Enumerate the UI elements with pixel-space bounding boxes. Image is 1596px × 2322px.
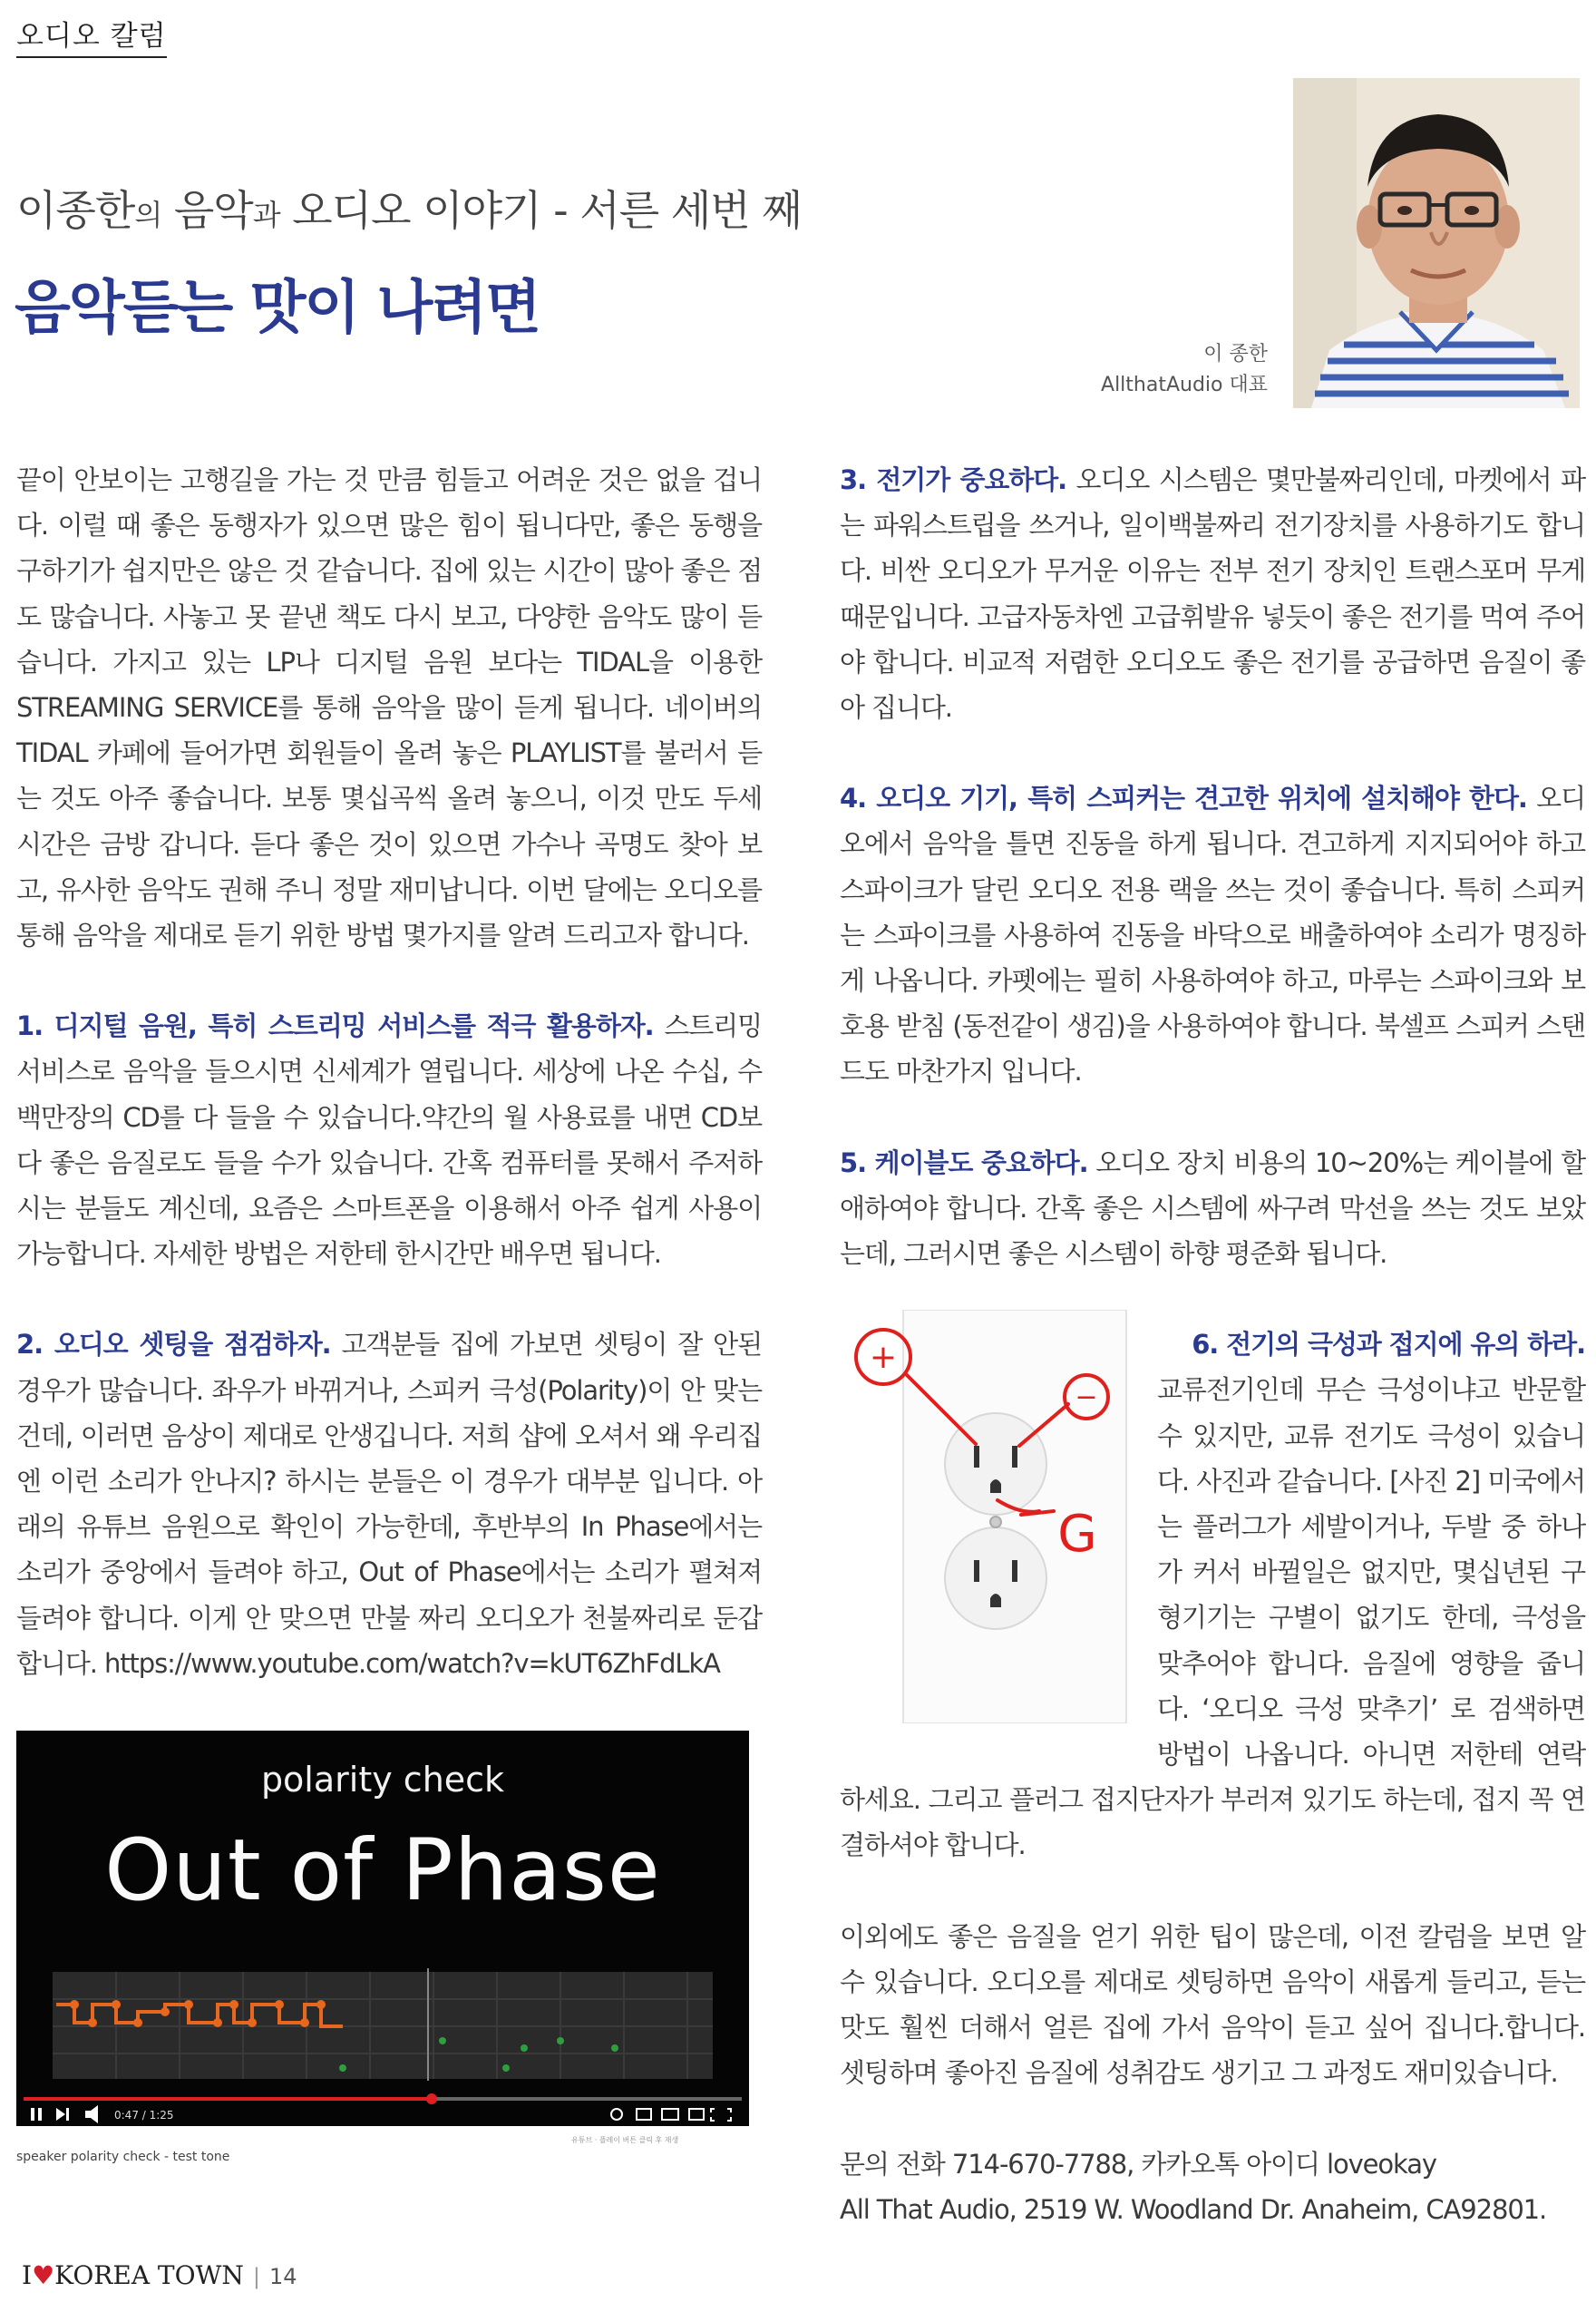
left-column bbox=[16, 457, 762, 1686]
author-portrait-illustration bbox=[1293, 78, 1580, 408]
footer-brand: KOREA TOWN bbox=[54, 2260, 244, 2290]
outlet-illustration bbox=[840, 1310, 1148, 1723]
ground-mark: G bbox=[1057, 1505, 1097, 1564]
section-4 bbox=[840, 776, 1585, 1094]
section-3-body: 오디오 시스템은 몇만불짜리인데, 마켓에서 파는 파워스트립을 쓰거나, 일이백불짜리 전기장치를 사용하기도 합니다. 비싼 오디오가 무거운 이유는 전부 전기 장치인 트랜스포머 무게 때문입니다. 고급자동차엔 고급휘발유 넣듯이 좋은 전기를 먹여 주어야 합니다. 비교적 저렴한 오디오도 좋은 전기를 공급하면 음질이 좋아 집니다. bbox=[840, 464, 1586, 724]
section-2-heading: 2. 오디오 셋팅을 점검하자. bbox=[16, 1329, 331, 1361]
headline: 음악듣는 맛이 나려면 bbox=[15, 275, 540, 342]
closing-paragraph: 이외에도 좋은 음질을 얻기 위한 팁이 많은데, 이전 칼럼을 보면 알 수 있습니다. 오디오를 제대로 셋팅하면 음악이 새롭게 들리고, 듣는 맛도 훨씬 더해서 얼른 집에 가서 음악이 듣고 싶어 집니다.합니다. 셋팅하며 좋아진 음질에 성취감도 생기고 그 과정도 재미있습니다. bbox=[840, 1920, 1585, 2089]
page-number: 14 bbox=[268, 2264, 297, 2289]
title-author: 이종한 bbox=[16, 186, 135, 235]
page-footer bbox=[22, 2260, 297, 2290]
footer-separator: | bbox=[252, 2264, 260, 2289]
author-company: AllthatAudio 대표 bbox=[1101, 374, 1268, 396]
author-caption bbox=[1101, 339, 1268, 401]
section-5 bbox=[840, 1140, 1585, 1277]
section-2-body: 고객분들 집에 가보면 셋팅이 잘 안된 경우가 많습니다. 좌우가 바뀌거나, 스피커 극성(Polarity)이 안 맞는 건데, 이러면 음상이 제대로 안생깁니다. 저희 샵에 오셔서 왜 우리집엔 이런 소리가 안나지? 하시는 분들은 이 경우가 대부분 입니다. 아래의 유튜브 음원으로 확인이 가능한데, 후반부의 In Phase에서는 소리가 중앙에서 들려야 하고, Out of Phase에서는 소리가 펼쳐져 들려야 합니다. 이게 안 맞으면 만불 짜리 오디오가 천불짜리로 둔갑 합니다. https://www.youtube.com/watch?v=kUT6ZhFdLkA bbox=[16, 1329, 763, 1679]
title-music: 음악 bbox=[161, 186, 253, 235]
video-small-text: 유튜브 · 플레이 버튼 클릭 후 재생 bbox=[571, 2136, 679, 2144]
video-time: 0:47 / 1:25 bbox=[114, 2109, 174, 2122]
minus-mark: − bbox=[1075, 1381, 1098, 1413]
section-tag: 오디오 칼럼 bbox=[16, 13, 167, 58]
title-rest: 오디오 이야기 - 서른 세번 째 bbox=[279, 186, 802, 235]
section-4-heading: 4. 오디오 기기, 특히 스피커는 견고한 위치에 설치해야 한다. bbox=[840, 783, 1527, 815]
intro-paragraph: 끝이 안보이는 고행길을 가는 것 만큼 힘들고 어려운 것은 없을 겁니다. 이럴 때 좋은 동행자가 있으면 많은 힘이 됩니다만, 좋은 동행을 구하기가 쉽지만은 않은 것 같습니다. 집에 있는 시간이 많아 좋은 점도 많습니다. 사놓고 못 끝낸 책도 다시 보고, 다양한 음악도 많이 듣습니다. 가지고 있는 LP나 디지털 음원 보다는 TIDAL을 이용한 STREAMING SERVICE를 통해 음악을 많이 듣게 됩니다. 네이버의 TIDAL 카페에 들어가면 회원들이 올려 놓은 PLAYLIST를 불러서 듣는 것도 아주 좋습니다. 보통 몇십곡씩 올려 놓으니, 이것 만도 두세 시간은 금방 갑니다. 듣다 좋은 것이 있으면 가수나 곡명도 찾아 보고, 유사한 음악도 권해 주니 정말 재미납니다. 이번 달에는 오디오를 통해 음악을 제대로 듣기 위한 방법 몇가지를 알려 드리고자 합니다. bbox=[16, 464, 762, 951]
section-5-heading: 5. 케이블도 중요하다. bbox=[840, 1146, 1088, 1178]
outlet-photo bbox=[840, 1310, 1148, 1723]
author-photo bbox=[1293, 78, 1580, 408]
article-series-title bbox=[16, 178, 802, 238]
video-label-top: polarity check bbox=[260, 1760, 505, 1800]
section-3-heading: 3. 전기가 중요하다. bbox=[840, 464, 1067, 495]
section-2 bbox=[16, 1322, 762, 1686]
waveform-graphic bbox=[16, 1731, 749, 2126]
title-particle-1: 의 bbox=[134, 198, 162, 232]
author-name: 이 종한 bbox=[1203, 343, 1268, 366]
contact-phone: 문의 전화 714-670-7788, 카카오톡 아이디 loveokay bbox=[840, 2148, 1436, 2180]
title-particle-2: 과 bbox=[252, 198, 280, 232]
video-label-main: Out of Phase bbox=[104, 1821, 661, 1920]
section-4-body: 오디오에서 음악을 틀면 진동을 하게 됩니다. 견고하게 지지되어야 하고 스파이크가 달린 오디오 전용 랙을 쓰는 것이 좋습니다. 특히 스피커는 스파이크를 사용하여 진동을 바닥으로 배출하여야 소리가 명징하게 나옵니다. 카펫에는 필히 사용하여야 하고, 마루는 스파이크와 보호용 받침 (동전같이 생김)을 사용하여야 합니다. 북셀프 스피커 스탠드도 마찬가지 입니다. bbox=[840, 783, 1585, 1088]
section-3 bbox=[840, 457, 1585, 730]
plus-mark: + bbox=[869, 1339, 898, 1376]
section-6-body: 교류전기인데 무슨 극성이냐고 반문할 수 있지만, 교류 전기도 극성이 있습니다. 사진과 같습니다. [사진 2] 미국에서는 플러그가 세발이거나, 두발 중 하나가 커서 바뀔일은 없지만, 몇십년된 구형기기는 구별이 없기도 한데, 극성을 맞추어야 합니다. 음질에 영향을 줍니다. ‘오디오 극성 맞추기’ 로 검색하면 방법이 나옵니다. 아니면 저한테 연락 하세요. 그리고 플러그 접지단자가 부러져 있기도 하는데, 접지 꼭 연결하셔야 합니다. bbox=[840, 1374, 1585, 1861]
video-caption: speaker polarity check - test tone bbox=[16, 2150, 230, 2164]
section-6-heading: 6. 전기의 극성과 접지에 유의 하라. bbox=[1192, 1329, 1585, 1361]
footer-i: I bbox=[22, 2260, 33, 2290]
contact-address: All That Audio, 2519 W. Woodland Dr. Anaheim, CA92801. bbox=[840, 2193, 1547, 2225]
heart-icon: ♥ bbox=[32, 2260, 55, 2290]
section-5-body: 오디오 장치 비용의 10~20%는 케이블에 할애하여야 합니다. 간혹 좋은 시스템에 싸구려 막선을 쓰는 것도 보았는데, 그러시면 좋은 시스템이 하향 평준화 됩니다. bbox=[840, 1146, 1585, 1270]
video-player[interactable] bbox=[16, 1731, 749, 2126]
section-1-heading: 1. 디지털 음원, 특히 스트리밍 서비스를 적극 활용하자. bbox=[16, 1010, 654, 1042]
section-1 bbox=[16, 1003, 762, 1276]
section-1-body: 스트리밍 서비스로 음악을 들으시면 신세계가 열립니다. 세상에 나온 수십, 수백만장의 CD를 다 들을 수 있습니다.약간의 월 사용료를 내면 CD보다 좋은 음질로도 들을 수가 있습니다. 간혹 컴퓨터를 못해서 주저하시는 분들도 계신데, 요즘은 스마트폰을 이용해서 아주 쉽게 사용이 가능합니다. 자세한 방법은 저한테 한시간만 배우면 됩니다. bbox=[16, 1010, 763, 1270]
